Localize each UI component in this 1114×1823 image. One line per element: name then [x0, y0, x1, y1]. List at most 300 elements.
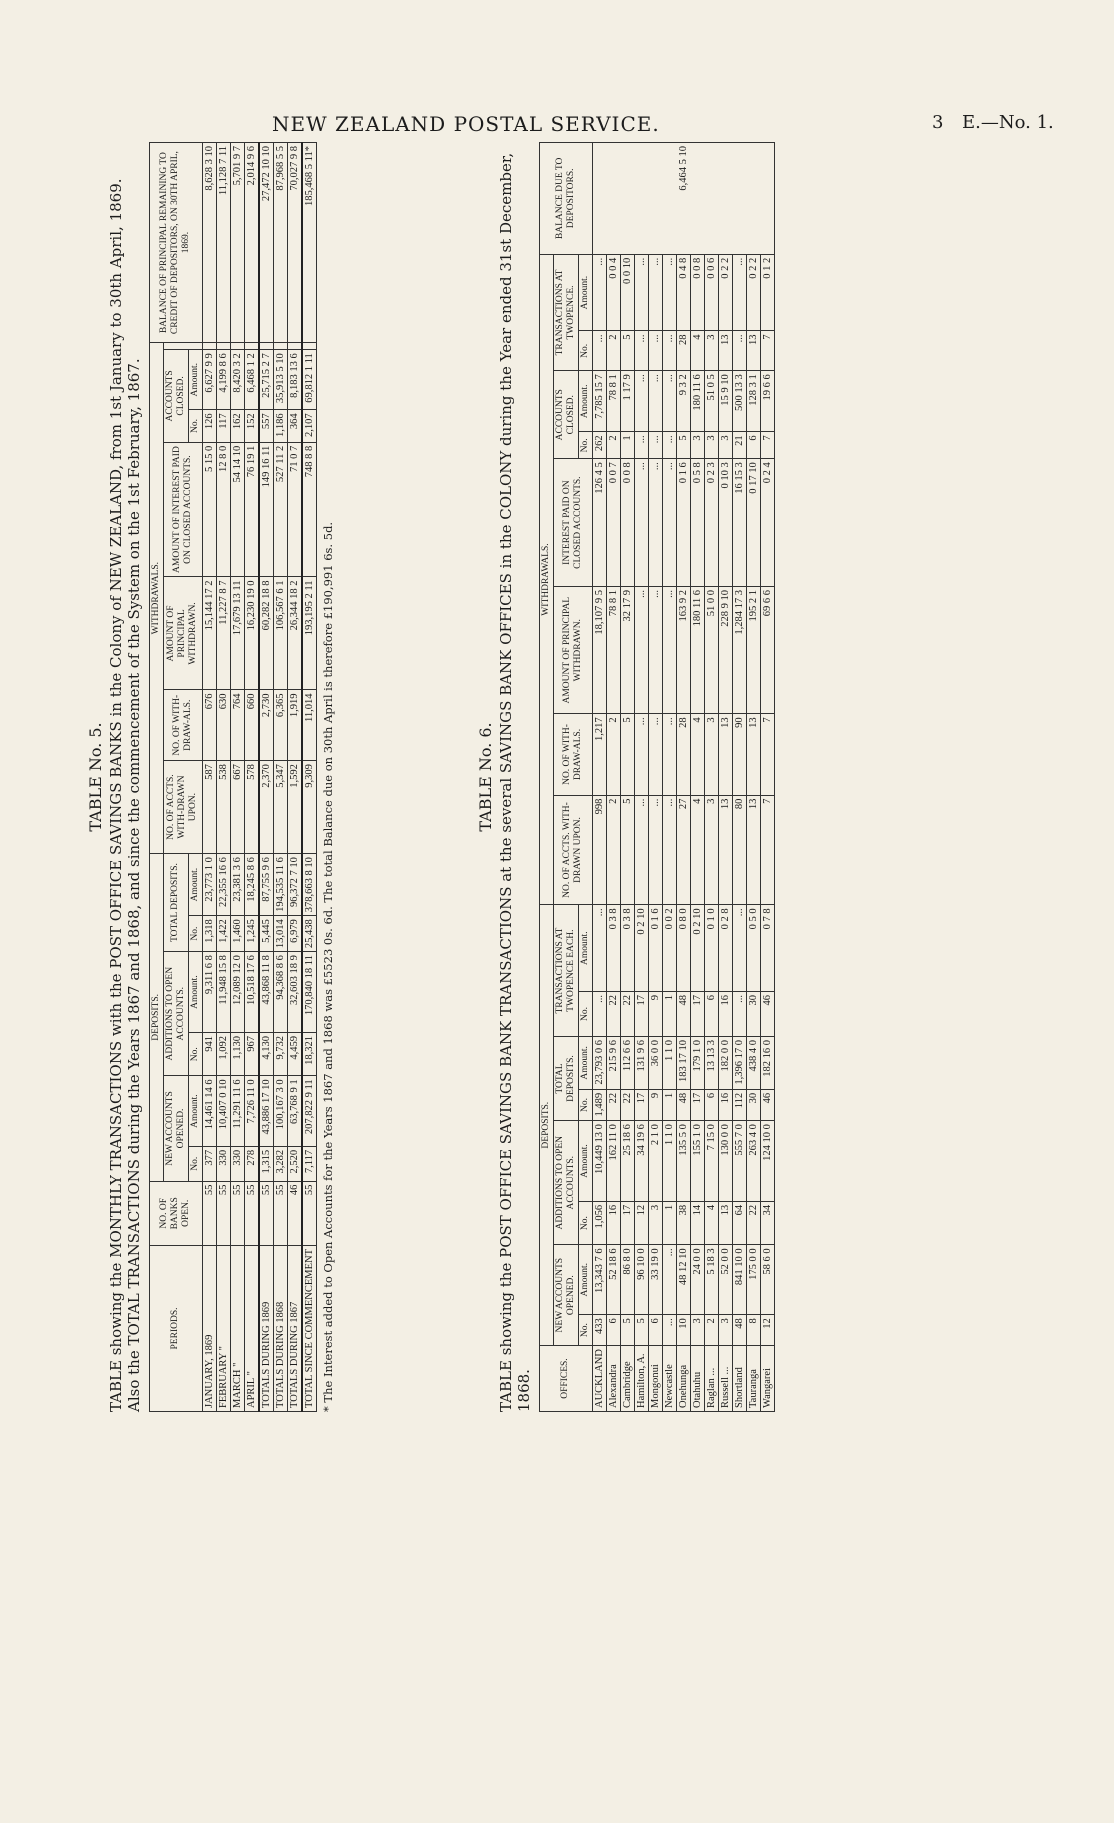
table-cell-period: TOTALS DURING 1868 — [273, 1246, 287, 1412]
table-cell-td-amt: 112 6 6 — [620, 1036, 634, 1089]
table-row — [620, 143, 634, 1412]
table-cell-add-amt: 263 4 0 — [746, 1121, 760, 1202]
table-cell-tw-amt: 0 0 10 — [620, 254, 634, 331]
table-cell-acc-wd: 667 — [230, 761, 244, 854]
table-cell-cl-no: 3 — [690, 432, 704, 459]
table-cell-spacer — [273, 343, 287, 350]
table-cell-td-amt: 87,755 9 6 — [259, 854, 274, 916]
col-balance: BALANCE OF PRINCIPAL REMAINING TO CREDIT OF DEPOSITORS, ON 30TH APRIL, 1869. — [150, 143, 203, 343]
table-cell-cl-amt: 6,468 1 2 — [244, 350, 259, 410]
col-new-accounts: NEW ACCOUNTS OPENED. — [553, 1245, 578, 1346]
table-cell-td-no: 9 — [648, 1089, 662, 1120]
table-cell-tp-no: 46 — [760, 992, 774, 1037]
table-cell-cl-amt: 128 3 1 — [746, 371, 760, 432]
table-cell-acc-wd: 587 — [202, 761, 216, 854]
table-cell-td-no: 1 — [662, 1089, 676, 1120]
table-cell-cl-amt: 8,183 13 6 — [287, 350, 302, 410]
col-twopence: TRANSACTIONS AT TWOPENCE EACH. — [553, 905, 578, 1037]
table-cell-tw-no: 5 — [620, 331, 634, 371]
table-cell-princ: ... — [662, 587, 676, 714]
table-cell-period: APRIL " — [244, 1246, 259, 1412]
table-cell-cl-no: 117 — [216, 410, 230, 442]
table-cell-add-no: 967 — [244, 1033, 259, 1076]
table-cell-tp-no: 17 — [634, 992, 648, 1037]
table-cell-spacer — [287, 343, 302, 350]
table-cell-td-no: 17 — [634, 1089, 648, 1120]
table-cell-bal: 8,628 3 10 — [202, 143, 216, 343]
table-cell-add-amt: 130 0 0 — [718, 1121, 732, 1202]
table-cell-add-no: 14 — [690, 1201, 704, 1244]
table-cell-na-no: 12 — [760, 1315, 774, 1346]
table-row — [606, 143, 620, 1412]
table-cell-tw-no: 13 — [718, 331, 732, 371]
table-cell-cl-no: 364 — [287, 410, 302, 442]
table-cell-cl-amt: ... — [648, 371, 662, 432]
table-cell-na-no: 6 — [648, 1315, 662, 1346]
col-accounts-closed: ACCOUNTS CLOSED. — [163, 350, 188, 442]
table-cell-period: TOTAL SINCE COMMENCEMENT — [302, 1246, 317, 1412]
table-cell-add-no: 941 — [202, 1033, 216, 1076]
sub-no: No. — [578, 992, 592, 1037]
table-cell-cl-no: 162 — [230, 410, 244, 442]
table-cell-na-amt: 841 10 0 — [732, 1245, 746, 1315]
table-cell-na-amt: 48 12 10 — [676, 1245, 690, 1315]
table-cell-add-amt: 1 1 0 — [662, 1121, 676, 1202]
table-cell-tw-no: 28 — [676, 331, 690, 371]
table-cell-office: Raglan ... — [704, 1346, 718, 1412]
page-header — [0, 112, 1114, 142]
table-cell-acc-wd: ... — [662, 795, 676, 905]
table-cell-no-wd: 1,919 — [287, 690, 302, 761]
table-cell-princ: 106,567 6 1 — [273, 577, 287, 690]
table-cell-cl-amt: 1 17 9 — [620, 371, 634, 432]
table-cell-tw-no: 7 — [760, 331, 774, 371]
table-cell-princ: 180 11 6 — [690, 587, 704, 714]
table-cell-cl-amt: ... — [662, 371, 676, 432]
table-cell-cl-no: ... — [648, 432, 662, 459]
table-cell-add-amt: 155 1 0 — [690, 1121, 704, 1202]
table-cell-tp-no: 1 — [662, 992, 676, 1037]
table-cell-int: ... — [634, 459, 648, 587]
table-cell-td-no: 1,318 — [202, 916, 216, 952]
table-cell-acc-wd: 3 — [704, 795, 718, 905]
table-cell-tw-amt: 0 2 2 — [718, 254, 732, 331]
col-principal: AMOUNT OF PRINCIPAL WITHDRAWN. — [163, 577, 202, 690]
table-cell-int: 5 15 0 — [202, 442, 216, 577]
table-cell-no-wd: 676 — [202, 690, 216, 761]
sub-no: No. — [578, 432, 592, 459]
table-cell-tp-amt: 0 3 8 — [606, 905, 620, 992]
table-cell-banks: 55 — [202, 1181, 216, 1245]
table-cell-no-wd: 11,014 — [302, 690, 317, 761]
table-cell-office: Newcastle — [662, 1346, 676, 1412]
table-cell-td-no: 17 — [690, 1089, 704, 1120]
table-cell-add-amt: 162 11 0 — [606, 1121, 620, 1202]
sub-no: No. — [578, 1201, 592, 1244]
table-cell-tp-amt: ... — [592, 905, 606, 992]
table-row — [216, 143, 230, 1412]
table-cell-add-no: 1 — [662, 1201, 676, 1244]
table-cell-tw-no: 2 — [606, 331, 620, 371]
table-row — [202, 143, 216, 1412]
table-cell-no-wd: 2 — [606, 714, 620, 795]
table-cell-princ: ... — [648, 587, 662, 714]
table-cell-add-amt: 43,868 11 8 — [259, 952, 274, 1033]
table-cell-banks: 55 — [273, 1181, 287, 1245]
table-cell-tw-amt: 0 0 4 — [606, 254, 620, 331]
table-cell-na-no: 2,520 — [287, 1146, 302, 1181]
table-cell-na-no: 3 — [718, 1315, 732, 1346]
table-cell-banks: 55 — [259, 1181, 274, 1245]
table-cell-na-no: ... — [662, 1315, 676, 1346]
table-cell-na-amt: 14,461 14 6 — [202, 1076, 216, 1146]
table-cell-tw-amt: 0 2 2 — [746, 254, 760, 331]
table-cell-tw-amt: 0 0 8 — [690, 254, 704, 331]
table-cell-no-wd: 13 — [718, 714, 732, 795]
table-cell-td-amt: 182 16 0 — [760, 1036, 774, 1089]
table-cell-na-amt: 13,343 7 6 — [592, 1245, 606, 1315]
table-cell-add-no: 12 — [634, 1201, 648, 1244]
table-cell-office: Onehunga — [676, 1346, 690, 1412]
table-cell-na-amt: 24 0 0 — [690, 1245, 704, 1315]
table-cell-acc-wd: 13 — [746, 795, 760, 905]
table-cell-no-wd: 4 — [690, 714, 704, 795]
table-cell-int: ... — [648, 459, 662, 587]
table-cell-na-no: 5 — [634, 1315, 648, 1346]
table-cell-td-amt: 22,355 16 6 — [216, 854, 230, 916]
table-cell-cl-amt: 500 13 3 — [732, 371, 746, 432]
table-cell-na-amt: 7,726 11 0 — [244, 1076, 259, 1146]
table-cell-na-no: 48 — [732, 1315, 746, 1346]
table-cell-add-no: 9,732 — [273, 1033, 287, 1076]
table-cell-cl-amt: 51 0 5 — [704, 371, 718, 432]
table-cell-add-no: 38 — [676, 1201, 690, 1244]
table-6-number: TABLE No. 6. — [476, 722, 495, 832]
table-cell-banks: 55 — [302, 1181, 317, 1245]
table-cell-acc-wd: 5 — [620, 795, 634, 905]
table-5-body — [202, 143, 316, 1412]
table-cell-cl-no: 3 — [718, 432, 732, 459]
table-cell-princ: 193,195 2 11 — [302, 577, 317, 690]
table-cell-bal: 2,014 9 6 — [244, 143, 259, 343]
table-cell-tw-no: ... — [634, 331, 648, 371]
table-cell-no-wd: 764 — [230, 690, 244, 761]
table-cell-cl-no: 557 — [259, 410, 274, 442]
table-cell-na-amt: ... — [662, 1245, 676, 1315]
table-cell-add-amt: 2 1 0 — [648, 1121, 662, 1202]
table-cell-no-wd: ... — [648, 714, 662, 795]
col-accts-withdrawn: NO. OF ACCTS. WITH-DRAWN UPON. — [163, 761, 202, 854]
table-cell-td-no: 22 — [620, 1089, 634, 1120]
table-cell-na-no: 330 — [230, 1146, 244, 1181]
table-cell-acc-wd: 13 — [718, 795, 732, 905]
table-row — [302, 143, 317, 1412]
table-cell-period: MARCH " — [230, 1246, 244, 1412]
table-cell-bal: 5,701 9 7 — [230, 143, 244, 343]
table-cell-int: 0 10 3 — [718, 459, 732, 587]
table-cell-princ: 15,144 17 2 — [202, 577, 216, 690]
col-total-deposits: TOTAL DEPOSITS. — [553, 1036, 578, 1120]
col-interest: AMOUNT OF INTEREST PAID ON CLOSED ACCOUNTS. — [163, 442, 202, 577]
col-additions: ADDITIONS TO OPEN ACCOUNTS. — [163, 952, 188, 1076]
table-cell-bal: 87,968 5 5 — [273, 143, 287, 343]
table-cell-tp-amt: 0 1 6 — [648, 905, 662, 992]
col-banks-open: NO. OF BANKS OPEN. — [150, 1181, 203, 1245]
sub-amount: Amount. — [578, 371, 592, 432]
col-no-withdrawals: NO. OF WITH-DRAW-ALS. — [553, 714, 592, 795]
table-cell-add-amt: 12,089 12 0 — [230, 952, 244, 1033]
table-cell-cl-no: 7 — [760, 432, 774, 459]
table-cell-add-amt: 9,311 6 8 — [202, 952, 216, 1033]
table-cell-td-no: 1,489 — [592, 1089, 606, 1120]
table-cell-na-no: 278 — [244, 1146, 259, 1181]
table-cell-tw-no: 3 — [704, 331, 718, 371]
table-cell-na-no: 6 — [606, 1315, 620, 1346]
table-cell-cl-no: 2,107 — [302, 410, 317, 442]
table-cell-td-amt: 215 9 6 — [606, 1036, 620, 1089]
sub-no: No. — [578, 1089, 592, 1120]
table-cell-cl-amt: 7,785 15 7 — [592, 371, 606, 432]
table-cell-no-wd: 6,365 — [273, 690, 287, 761]
table-cell-td-no: 1,460 — [230, 916, 244, 952]
table-cell-banks: 46 — [287, 1181, 302, 1245]
table-cell-tp-amt: 0 1 0 — [704, 905, 718, 992]
table-cell-tp-no: 48 — [676, 992, 690, 1037]
table-cell-add-amt: 555 7 0 — [732, 1121, 746, 1202]
table-row — [244, 143, 259, 1412]
table-cell-int: ... — [662, 459, 676, 587]
table-cell-acc-wd: 2,370 — [259, 761, 274, 854]
table-cell-acc-wd: 2 — [606, 795, 620, 905]
table-cell-cl-amt: 25,715 2 7 — [259, 350, 274, 410]
table-cell-int: 0 2 3 — [704, 459, 718, 587]
table-cell-no-wd: 13 — [746, 714, 760, 795]
table-cell-int: 748 8 8 — [302, 442, 317, 577]
table-cell-cl-amt: 15 9 10 — [718, 371, 732, 432]
table-cell-add-amt: 7 15 0 — [704, 1121, 718, 1202]
table-cell-cl-no: 1,186 — [273, 410, 287, 442]
table-row — [273, 143, 287, 1412]
col-total-deposits: TOTAL DEPOSITS. — [163, 854, 188, 952]
table-cell-cl-amt: 19 6 6 — [760, 371, 774, 432]
table-cell-princ: 60,282 18 8 — [259, 577, 274, 690]
table-cell-no-wd: 3 — [704, 714, 718, 795]
table-cell-period: JANUARY, 1869 — [202, 1246, 216, 1412]
table-cell-na-no: 1,315 — [259, 1146, 274, 1181]
table-cell-princ: 26,344 18 2 — [287, 577, 302, 690]
table-cell-no-wd: 2,730 — [259, 690, 274, 761]
table-cell-td-no: 112 — [732, 1089, 746, 1120]
table-cell-acc-wd: 80 — [732, 795, 746, 905]
table-cell-td-amt: 23,381 3 6 — [230, 854, 244, 916]
table-row — [662, 143, 676, 1412]
table-cell-spacer — [202, 343, 216, 350]
table-row — [704, 143, 718, 1412]
table-cell-cl-no: 3 — [704, 432, 718, 459]
table-cell-tp-amt: 0 2 8 — [718, 905, 732, 992]
table-row — [287, 143, 302, 1412]
table-cell-na-no: 2 — [704, 1315, 718, 1346]
table-cell-cl-amt: 6,627 9 9 — [202, 350, 216, 410]
table-cell-tw-no: ... — [732, 331, 746, 371]
sub-amount: Amount. — [188, 952, 202, 1033]
table-cell-td-no: 1,422 — [216, 916, 230, 952]
col-twopence-w: TRANSACTIONS AT TWOPENCE. — [553, 254, 578, 371]
table-cell-td-no: 46 — [760, 1089, 774, 1120]
table-cell-princ: 1,284 17 3 — [732, 587, 746, 714]
sub-amount: Amount. — [578, 1245, 592, 1315]
table-cell-td-no: 25,438 — [302, 916, 317, 952]
table-cell-cl-amt: 4,199 8 6 — [216, 350, 230, 410]
table-row — [676, 143, 690, 1412]
table-cell-add-no: 1,092 — [216, 1033, 230, 1076]
col-principal: AMOUNT OF PRINCIPAL WITHDRAWN. — [553, 587, 592, 714]
table-cell-cl-no: 152 — [244, 410, 259, 442]
balance-due-value: 6,464 5 10 — [592, 143, 774, 255]
table-cell-td-no: 5,445 — [259, 916, 274, 952]
table-cell-acc-wd: 4 — [690, 795, 704, 905]
table-cell-td-no: 30 — [746, 1089, 760, 1120]
table-6-body — [592, 143, 774, 1412]
table-6-block — [476, 142, 1096, 1412]
table-cell-int: 0 5 8 — [690, 459, 704, 587]
table-cell-tw-amt: ... — [732, 254, 746, 331]
table-cell-tp-amt: 0 3 8 — [620, 905, 634, 992]
col-periods: PERIODS. — [150, 1246, 203, 1412]
table-cell-no-wd: 1,217 — [592, 714, 606, 795]
table-5-number: TABLE No. 5. — [86, 722, 105, 832]
table-row — [690, 143, 704, 1412]
table-row — [648, 143, 662, 1412]
table-row — [732, 143, 746, 1412]
table-cell-acc-wd: 5,347 — [273, 761, 287, 854]
table-cell-office: Otahuhu — [690, 1346, 704, 1412]
table-cell-office: Russell ... — [718, 1346, 732, 1412]
table-6 — [539, 142, 775, 1412]
table-cell-td-amt: 179 1 0 — [690, 1036, 704, 1089]
table-cell-period: FEBRUARY " — [216, 1246, 230, 1412]
table-row — [746, 143, 760, 1412]
table-cell-tp-amt: ... — [732, 905, 746, 992]
table-cell-td-no: 6 — [704, 1089, 718, 1120]
table-cell-na-no: 330 — [216, 1146, 230, 1181]
table-cell-bal: 185,468 5 11* — [302, 143, 317, 343]
table-cell-cl-amt: 78 8 1 — [606, 371, 620, 432]
table-cell-office: Alexandra — [606, 1346, 620, 1412]
table-5 — [149, 142, 317, 1412]
table-cell-bal: 70,027 9 8 — [287, 143, 302, 343]
table-cell-add-amt: 10,449 13 0 — [592, 1121, 606, 1202]
sub-no: No. — [578, 331, 592, 371]
table-cell-int: 76 19 1 — [244, 442, 259, 577]
table-cell-add-amt: 32,603 18 9 — [287, 952, 302, 1033]
table-cell-tw-amt: 0 0 6 — [704, 254, 718, 331]
table-row — [592, 143, 606, 1412]
table-cell-add-amt: 170,840 18 11 — [302, 952, 317, 1033]
table-cell-add-amt: 25 18 6 — [620, 1121, 634, 1202]
col-accts-withdrawn: NO. OF ACCTS. WITH-DRAWN UPON. — [553, 795, 592, 905]
table-cell-acc-wd: 998 — [592, 795, 606, 905]
sub-amount: Amount. — [578, 1121, 592, 1202]
table-cell-td-no: 22 — [606, 1089, 620, 1120]
table-cell-spacer — [230, 343, 244, 350]
table-cell-princ: 18,107 9 5 — [592, 587, 606, 714]
table-cell-td-no: 48 — [676, 1089, 690, 1120]
table-cell-no-wd: 7 — [760, 714, 774, 795]
table-cell-na-amt: 58 6 0 — [760, 1245, 774, 1315]
col-balance: BALANCE DUE TO DEPOSITORS. — [540, 143, 593, 255]
table-cell-td-no: 16 — [718, 1089, 732, 1120]
table-cell-cl-no: 262 — [592, 432, 606, 459]
table-cell-no-wd: 90 — [732, 714, 746, 795]
table-cell-spacer — [216, 343, 230, 350]
table-cell-tw-amt: 0 4 8 — [676, 254, 690, 331]
col-additions: ADDITIONS TO OPEN ACCOUNTS. — [553, 1121, 578, 1245]
table-cell-no-wd: 660 — [244, 690, 259, 761]
table-cell-na-amt: 52 0 0 — [718, 1245, 732, 1315]
table-cell-add-amt: 34 19 6 — [634, 1121, 648, 1202]
sub-no: No. — [188, 1033, 202, 1076]
table-cell-int: 16 15 3 — [732, 459, 746, 587]
table-cell-office: Cambridge — [620, 1346, 634, 1412]
table-cell-add-no: 4,459 — [287, 1033, 302, 1076]
document-code: E.—No. 1. — [962, 112, 1054, 133]
table-cell-add-amt: 124 10 0 — [760, 1121, 774, 1202]
table-cell-banks: 55 — [230, 1181, 244, 1245]
table-cell-int: 71 0 7 — [287, 442, 302, 577]
table-cell-tp-amt: 0 2 10 — [690, 905, 704, 992]
table-cell-na-amt: 100,167 3 0 — [273, 1076, 287, 1146]
table-cell-tp-amt: 0 5 0 — [746, 905, 760, 992]
sub-amount: Amount. — [578, 1036, 592, 1089]
table-cell-int: 54 14 10 — [230, 442, 244, 577]
table-cell-princ: ... — [634, 587, 648, 714]
table-cell-office: Mongonui — [648, 1346, 662, 1412]
table-row — [760, 143, 774, 1412]
table-cell-cl-amt: ... — [634, 371, 648, 432]
group-withdrawals: WITHDRAWALS. — [150, 343, 164, 854]
table-cell-office: Shortland — [732, 1346, 746, 1412]
table-cell-cl-no: ... — [634, 432, 648, 459]
table-cell-td-amt: 18,245 8 6 — [244, 854, 259, 916]
table-cell-td-amt: 36 0 0 — [648, 1036, 662, 1089]
table-cell-add-no: 1,130 — [230, 1033, 244, 1076]
table-cell-cl-amt: 9 3 2 — [676, 371, 690, 432]
table-cell-na-amt: 52 18 6 — [606, 1245, 620, 1315]
table-cell-bal: 27,472 10 10 — [259, 143, 274, 343]
table-cell-no-wd: 5 — [620, 714, 634, 795]
table-cell-princ: 17,679 13 11 — [230, 577, 244, 690]
table-cell-spacer — [244, 343, 259, 350]
col-offices: OFFICES. — [540, 1346, 593, 1412]
table-cell-acc-wd: 1,592 — [287, 761, 302, 854]
table-cell-tp-no: 22 — [620, 992, 634, 1037]
col-interest: INTEREST PAID ON CLOSED ACCOUNTS. — [553, 459, 592, 587]
table-cell-tp-amt: 0 8 0 — [676, 905, 690, 992]
table-cell-tp-amt: 0 2 10 — [634, 905, 648, 992]
table-cell-cl-amt: 8,420 3 2 — [230, 350, 244, 410]
table-cell-add-no: 17 — [620, 1201, 634, 1244]
table-cell-add-no: 4,130 — [259, 1033, 274, 1076]
table-cell-add-no: 34 — [760, 1201, 774, 1244]
table-cell-office: AUCKLAND — [592, 1346, 606, 1412]
sub-amount: Amount. — [578, 254, 592, 331]
table-cell-na-no: 7,117 — [302, 1146, 317, 1181]
table-cell-add-no: 18,321 — [302, 1033, 317, 1076]
table-cell-add-no: 16 — [606, 1201, 620, 1244]
table-cell-period: TOTALS DURING 1869 — [259, 1246, 274, 1412]
col-accounts-closed: ACCOUNTS CLOSED. — [553, 371, 578, 459]
